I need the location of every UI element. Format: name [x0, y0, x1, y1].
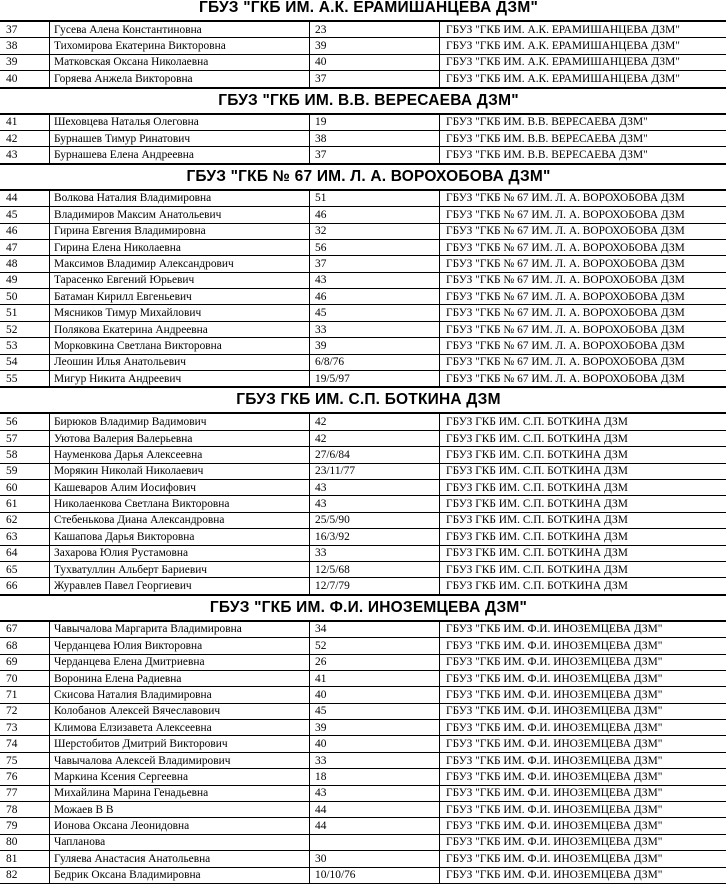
organization-cell: ГБУЗ ГКБ ИМ. С.П. БОТКИНА ДЗМ	[440, 578, 726, 595]
organization-cell: ГБУЗ ГКБ ИМ. С.П. БОТКИНА ДЗМ	[440, 529, 726, 545]
organization-cell: ГБУЗ "ГКБ № 67 ИМ. Л. А. ВОРОХОБОВА ДЗМ	[440, 371, 726, 388]
age-cell: 16/3/92	[310, 529, 440, 545]
name-cell: Можаев В В	[50, 802, 310, 818]
section-title: ГБУЗ "ГКБ ИМ. В.В. ВЕРЕСАЕВА ДЗМ"	[0, 88, 726, 114]
table-row	[0, 71, 726, 88]
row-number-cell: 73	[0, 720, 50, 736]
table-row	[0, 834, 726, 850]
organization-cell: ГБУЗ "ГКБ ИМ. Ф.И. ИНОЗЕМЦЕВА ДЗМ"	[440, 638, 726, 654]
table-row	[0, 736, 726, 752]
row-number-cell: 59	[0, 463, 50, 479]
age-cell: 43	[310, 272, 440, 288]
table-row	[0, 496, 726, 512]
row-number-cell: 42	[0, 130, 50, 146]
age-cell: 40	[310, 736, 440, 752]
age-cell: 44	[310, 818, 440, 834]
name-cell: Уютова Валерия Валерьевна	[50, 430, 310, 446]
name-cell: Волкова Наталия Владимировна	[50, 190, 310, 207]
table-row	[0, 463, 726, 479]
table-row	[0, 638, 726, 654]
age-cell: 39	[310, 38, 440, 54]
age-cell: 12/5/68	[310, 561, 440, 577]
age-cell: 19	[310, 114, 440, 131]
name-cell: Леошин Илья Анатольевич	[50, 354, 310, 370]
age-cell: 12/7/79	[310, 578, 440, 595]
organization-cell: ГБУЗ "ГКБ ИМ. А.К. ЕРАМИШАНЦЕВА ДЗМ"	[440, 38, 726, 54]
table-row	[0, 130, 726, 146]
name-cell: Полякова Екатерина Андреевна	[50, 321, 310, 337]
age-cell: 40	[310, 54, 440, 70]
organization-cell: ГБУЗ ГКБ ИМ. С.П. БОТКИНА ДЗМ	[440, 463, 726, 479]
row-number-cell: 54	[0, 354, 50, 370]
name-cell: Максимов Владимир Александрович	[50, 256, 310, 272]
organization-cell: ГБУЗ "ГКБ № 67 ИМ. Л. А. ВОРОХОБОВА ДЗМ	[440, 256, 726, 272]
age-cell: 25/5/90	[310, 512, 440, 528]
age-cell: 34	[310, 621, 440, 638]
table-row	[0, 430, 726, 446]
name-cell: Тарасенко Евгений Юрьевич	[50, 272, 310, 288]
table-row	[0, 785, 726, 801]
table-row	[0, 147, 726, 164]
name-cell: Матковская Оксана Николаевна	[50, 54, 310, 70]
table-row	[0, 447, 726, 463]
row-number-cell: 48	[0, 256, 50, 272]
age-cell: 51	[310, 190, 440, 207]
row-number-cell: 52	[0, 321, 50, 337]
name-cell: Бирюков Владимир Вадимович	[50, 413, 310, 430]
name-cell: Тихомирова Екатерина Викторовна	[50, 38, 310, 54]
organization-cell: ГБУЗ "ГКБ № 67 ИМ. Л. А. ВОРОХОБОВА ДЗМ	[440, 272, 726, 288]
row-number-cell: 40	[0, 71, 50, 88]
row-number-cell: 50	[0, 289, 50, 305]
name-cell: Гирина Елена Николаевна	[50, 239, 310, 255]
table-row	[0, 752, 726, 768]
organization-cell: ГБУЗ "ГКБ № 67 ИМ. Л. А. ВОРОХОБОВА ДЗМ	[440, 190, 726, 207]
organization-cell: ГБУЗ "ГКБ ИМ. Ф.И. ИНОЗЕМЦЕВА ДЗМ"	[440, 687, 726, 703]
row-number-cell: 46	[0, 223, 50, 239]
name-cell: Гуляева Анастасия Анатольевна	[50, 851, 310, 867]
row-number-cell: 44	[0, 190, 50, 207]
table-row	[0, 654, 726, 670]
row-number-cell: 38	[0, 38, 50, 54]
organization-cell: ГБУЗ "ГКБ ИМ. Ф.И. ИНОЗЕМЦЕВА ДЗМ"	[440, 818, 726, 834]
table-row	[0, 867, 726, 883]
age-cell: 40	[310, 687, 440, 703]
section-title: ГБУЗ "ГКБ № 67 ИМ. Л. А. ВОРОХОБОВА ДЗМ"	[0, 164, 726, 190]
name-cell: Морякин Николай Николаевич	[50, 463, 310, 479]
section-title: ГБУЗ ГКБ ИМ. С.П. БОТКИНА ДЗМ	[0, 387, 726, 413]
table-row	[0, 321, 726, 337]
table-row	[0, 207, 726, 223]
name-cell: Черданцева Елена Дмитриевна	[50, 654, 310, 670]
organization-cell: ГБУЗ "ГКБ № 67 ИМ. Л. А. ВОРОХОБОВА ДЗМ	[440, 321, 726, 337]
organization-cell: ГБУЗ "ГКБ ИМ. В.В. ВЕРЕСАЕВА ДЗМ"	[440, 114, 726, 131]
table-row	[0, 54, 726, 70]
organization-cell: ГБУЗ "ГКБ ИМ. Ф.И. ИНОЗЕМЦЕВА ДЗМ"	[440, 867, 726, 883]
name-cell: Воронина Елена Радиевна	[50, 670, 310, 686]
age-cell: 38	[310, 130, 440, 146]
age-cell: 44	[310, 802, 440, 818]
organization-cell: ГБУЗ ГКБ ИМ. С.П. БОТКИНА ДЗМ	[440, 561, 726, 577]
row-number-cell: 45	[0, 207, 50, 223]
table-row	[0, 190, 726, 207]
age-cell: 52	[310, 638, 440, 654]
table-row	[0, 479, 726, 495]
table-row	[0, 561, 726, 577]
age-cell: 46	[310, 289, 440, 305]
organization-cell: ГБУЗ ГКБ ИМ. С.П. БОТКИНА ДЗМ	[440, 512, 726, 528]
row-number-cell: 55	[0, 371, 50, 388]
table-row	[0, 703, 726, 719]
organization-cell: ГБУЗ "ГКБ ИМ. А.К. ЕРАМИШАНЦЕВА ДЗМ"	[440, 21, 726, 38]
organization-cell: ГБУЗ "ГКБ ИМ. Ф.И. ИНОЗЕМЦЕВА ДЗМ"	[440, 802, 726, 818]
age-cell: 32	[310, 223, 440, 239]
age-cell: 23/11/77	[310, 463, 440, 479]
row-number-cell: 69	[0, 654, 50, 670]
organization-cell: ГБУЗ "ГКБ ИМ. Ф.И. ИНОЗЕМЦЕВА ДЗМ"	[440, 720, 726, 736]
row-number-cell: 62	[0, 512, 50, 528]
table-row	[0, 818, 726, 834]
table-row	[0, 21, 726, 38]
row-number-cell: 72	[0, 703, 50, 719]
name-cell: Климова Елзизавета Алексеевна	[50, 720, 310, 736]
table-row	[0, 272, 726, 288]
name-cell: Скисова Наталия Владимировна	[50, 687, 310, 703]
row-number-cell: 76	[0, 769, 50, 785]
age-cell: 42	[310, 413, 440, 430]
row-number-cell: 57	[0, 430, 50, 446]
name-cell: Кашеваров Алим Иосифович	[50, 479, 310, 495]
row-number-cell: 68	[0, 638, 50, 654]
table-row	[0, 38, 726, 54]
row-number-cell: 77	[0, 785, 50, 801]
row-number-cell: 43	[0, 147, 50, 164]
row-number-cell: 53	[0, 338, 50, 354]
table-row	[0, 305, 726, 321]
name-cell: Чавычалова Маргарита Владимировна	[50, 621, 310, 638]
organization-cell: ГБУЗ "ГКБ ИМ. Ф.И. ИНОЗЕМЦЕВА ДЗМ"	[440, 654, 726, 670]
name-cell: Мигур Никита Андреевич	[50, 371, 310, 388]
row-number-cell: 49	[0, 272, 50, 288]
row-number-cell: 41	[0, 114, 50, 131]
name-cell: Шерстобитов Дмитрий Викторович	[50, 736, 310, 752]
name-cell: Стебенькова Диана Александровна	[50, 512, 310, 528]
name-cell: Бурнашев Тимур Ринатович	[50, 130, 310, 146]
section-title: ГБУЗ "ГКБ ИМ. Ф.И. ИНОЗЕМЦЕВА ДЗМ"	[0, 595, 726, 621]
age-cell: 37	[310, 147, 440, 164]
row-number-cell: 64	[0, 545, 50, 561]
table-row	[0, 354, 726, 370]
row-number-cell: 81	[0, 851, 50, 867]
name-cell: Журавлев Павел Георгиевич	[50, 578, 310, 595]
row-number-cell: 71	[0, 687, 50, 703]
name-cell: Чапланова	[50, 834, 310, 850]
table-row	[0, 371, 726, 388]
row-number-cell: 79	[0, 818, 50, 834]
organization-cell: ГБУЗ ГКБ ИМ. С.П. БОТКИНА ДЗМ	[440, 447, 726, 463]
table-row	[0, 720, 726, 736]
row-number-cell: 75	[0, 752, 50, 768]
organization-cell: ГБУЗ "ГКБ № 67 ИМ. Л. А. ВОРОХОБОВА ДЗМ	[440, 223, 726, 239]
row-number-cell: 70	[0, 670, 50, 686]
age-cell: 41	[310, 670, 440, 686]
table-row	[0, 239, 726, 255]
row-number-cell: 63	[0, 529, 50, 545]
name-cell: Ионова Оксана Леонидовна	[50, 818, 310, 834]
age-cell: 37	[310, 256, 440, 272]
row-number-cell: 56	[0, 413, 50, 430]
organization-cell: ГБУЗ "ГКБ ИМ. А.К. ЕРАМИШАНЦЕВА ДЗМ"	[440, 71, 726, 88]
organization-cell: ГБУЗ "ГКБ № 67 ИМ. Л. А. ВОРОХОБОВА ДЗМ	[440, 354, 726, 370]
row-number-cell: 37	[0, 21, 50, 38]
table-row	[0, 670, 726, 686]
age-cell: 43	[310, 496, 440, 512]
age-cell	[310, 834, 440, 850]
organization-cell: ГБУЗ "ГКБ ИМ. Ф.И. ИНОЗЕМЦЕВА ДЗМ"	[440, 670, 726, 686]
organization-cell: ГБУЗ "ГКБ ИМ. Ф.И. ИНОЗЕМЦЕВА ДЗМ"	[440, 736, 726, 752]
name-cell: Захарова Юлия Рустамовна	[50, 545, 310, 561]
table-row	[0, 223, 726, 239]
name-cell: Черданцева Юлия Викторовна	[50, 638, 310, 654]
age-cell: 39	[310, 720, 440, 736]
row-number-cell: 78	[0, 802, 50, 818]
age-cell: 10/10/76	[310, 867, 440, 883]
section-title: ГБУЗ "ГКБ ИМ. А.К. ЕРАМИШАНЦЕВА ДЗМ"	[0, 0, 726, 21]
name-cell: Гусева Алена Константиновна	[50, 21, 310, 38]
age-cell: 6/8/76	[310, 354, 440, 370]
organization-cell: ГБУЗ "ГКБ № 67 ИМ. Л. А. ВОРОХОБОВА ДЗМ	[440, 338, 726, 354]
organization-cell: ГБУЗ "ГКБ ИМ. Ф.И. ИНОЗЕМЦЕВА ДЗМ"	[440, 851, 726, 867]
age-cell: 37	[310, 71, 440, 88]
table-row	[0, 578, 726, 595]
name-cell: Николаенкова Светлана Викторовна	[50, 496, 310, 512]
age-cell: 43	[310, 479, 440, 495]
organization-cell: ГБУЗ "ГКБ № 67 ИМ. Л. А. ВОРОХОБОВА ДЗМ	[440, 207, 726, 223]
age-cell: 46	[310, 207, 440, 223]
organization-cell: ГБУЗ "ГКБ ИМ. Ф.И. ИНОЗЕМЦЕВА ДЗМ"	[440, 769, 726, 785]
row-number-cell: 65	[0, 561, 50, 577]
table-row	[0, 529, 726, 545]
name-cell: Чавычалова Алексей Владимирович	[50, 752, 310, 768]
age-cell: 56	[310, 239, 440, 255]
age-cell: 19/5/97	[310, 371, 440, 388]
row-number-cell: 47	[0, 239, 50, 255]
organization-cell: ГБУЗ "ГКБ ИМ. А.К. ЕРАМИШАНЦЕВА ДЗМ"	[440, 54, 726, 70]
name-cell: Горяева Анжела Викторовна	[50, 71, 310, 88]
name-cell: Владимиров Максим Анатольевич	[50, 207, 310, 223]
row-number-cell: 80	[0, 834, 50, 850]
age-cell: 23	[310, 21, 440, 38]
organization-cell: ГБУЗ "ГКБ ИМ. Ф.И. ИНОЗЕМЦЕВА ДЗМ"	[440, 785, 726, 801]
table-row	[0, 545, 726, 561]
organization-cell: ГБУЗ "ГКБ ИМ. В.В. ВЕРЕСАЕВА ДЗМ"	[440, 147, 726, 164]
age-cell: 45	[310, 703, 440, 719]
organization-cell: ГБУЗ "ГКБ № 67 ИМ. Л. А. ВОРОХОБОВА ДЗМ	[440, 305, 726, 321]
name-cell: Науменкова Дарья Алексеевна	[50, 447, 310, 463]
organization-cell: ГБУЗ ГКБ ИМ. С.П. БОТКИНА ДЗМ	[440, 496, 726, 512]
age-cell: 33	[310, 321, 440, 337]
name-cell: Батаман Кирилл Евгеньевич	[50, 289, 310, 305]
name-cell: Тухватуллин Альберт Бариевич	[50, 561, 310, 577]
organization-cell: ГБУЗ ГКБ ИМ. С.П. БОТКИНА ДЗМ	[440, 413, 726, 430]
table-row	[0, 851, 726, 867]
section-veresaeva-header	[0, 88, 726, 114]
name-cell: Кашапова Дарья Викторовна	[50, 529, 310, 545]
table-row	[0, 621, 726, 638]
age-cell: 42	[310, 430, 440, 446]
table-row	[0, 114, 726, 131]
name-cell: Бурнашева Елена Андреевна	[50, 147, 310, 164]
row-number-cell: 51	[0, 305, 50, 321]
organization-cell: ГБУЗ "ГКБ № 67 ИМ. Л. А. ВОРОХОБОВА ДЗМ	[440, 289, 726, 305]
section-vorokhobova-header	[0, 164, 726, 190]
table-row	[0, 413, 726, 430]
organization-cell: ГБУЗ "ГКБ ИМ. Ф.И. ИНОЗЕМЦЕВА ДЗМ"	[440, 621, 726, 638]
age-cell: 18	[310, 769, 440, 785]
organization-cell: ГБУЗ "ГКБ ИМ. Ф.И. ИНОЗЕМЦЕВА ДЗМ"	[440, 703, 726, 719]
name-cell: Михайлина Марина Генадьевна	[50, 785, 310, 801]
age-cell: 26	[310, 654, 440, 670]
organization-cell: ГБУЗ ГКБ ИМ. С.П. БОТКИНА ДЗМ	[440, 479, 726, 495]
row-number-cell: 67	[0, 621, 50, 638]
table-row	[0, 256, 726, 272]
section-inozemtseva-header	[0, 595, 726, 621]
table-row	[0, 769, 726, 785]
age-cell: 39	[310, 338, 440, 354]
name-cell: Маркина Ксения Сергеевна	[50, 769, 310, 785]
age-cell: 30	[310, 851, 440, 867]
organization-cell: ГБУЗ ГКБ ИМ. С.П. БОТКИНА ДЗМ	[440, 545, 726, 561]
name-cell: Гирина Евгения Владимировна	[50, 223, 310, 239]
section-botkina-header	[0, 387, 726, 413]
row-number-cell: 82	[0, 867, 50, 883]
table-row	[0, 802, 726, 818]
table-row	[0, 687, 726, 703]
row-number-cell: 60	[0, 479, 50, 495]
organization-cell: ГБУЗ "ГКБ ИМ. Ф.И. ИНОЗЕМЦЕВА ДЗМ"	[440, 834, 726, 850]
age-cell: 33	[310, 752, 440, 768]
age-cell: 27/6/84	[310, 447, 440, 463]
name-cell: Мясников Тимур Михайлович	[50, 305, 310, 321]
age-cell: 43	[310, 785, 440, 801]
table-row	[0, 289, 726, 305]
row-number-cell: 61	[0, 496, 50, 512]
row-number-cell: 66	[0, 578, 50, 595]
organization-cell: ГБУЗ ГКБ ИМ. С.П. БОТКИНА ДЗМ	[440, 430, 726, 446]
row-number-cell: 74	[0, 736, 50, 752]
name-cell: Колобанов Алексей Вячеславович	[50, 703, 310, 719]
table-row	[0, 338, 726, 354]
name-cell: Бедрик Оксана Владимировна	[50, 867, 310, 883]
row-number-cell: 58	[0, 447, 50, 463]
age-cell: 45	[310, 305, 440, 321]
organization-cell: ГБУЗ "ГКБ ИМ. В.В. ВЕРЕСАЕВА ДЗМ"	[440, 130, 726, 146]
name-cell: Шеховцева Наталья Олеговна	[50, 114, 310, 131]
row-number-cell: 39	[0, 54, 50, 70]
organization-cell: ГБУЗ "ГКБ ИМ. Ф.И. ИНОЗЕМЦЕВА ДЗМ"	[440, 752, 726, 768]
age-cell: 33	[310, 545, 440, 561]
section-eramishantseva-header	[0, 0, 726, 21]
organization-cell: ГБУЗ "ГКБ № 67 ИМ. Л. А. ВОРОХОБОВА ДЗМ	[440, 239, 726, 255]
name-cell: Морковкина Светлана Викторовна	[50, 338, 310, 354]
table-row	[0, 512, 726, 528]
